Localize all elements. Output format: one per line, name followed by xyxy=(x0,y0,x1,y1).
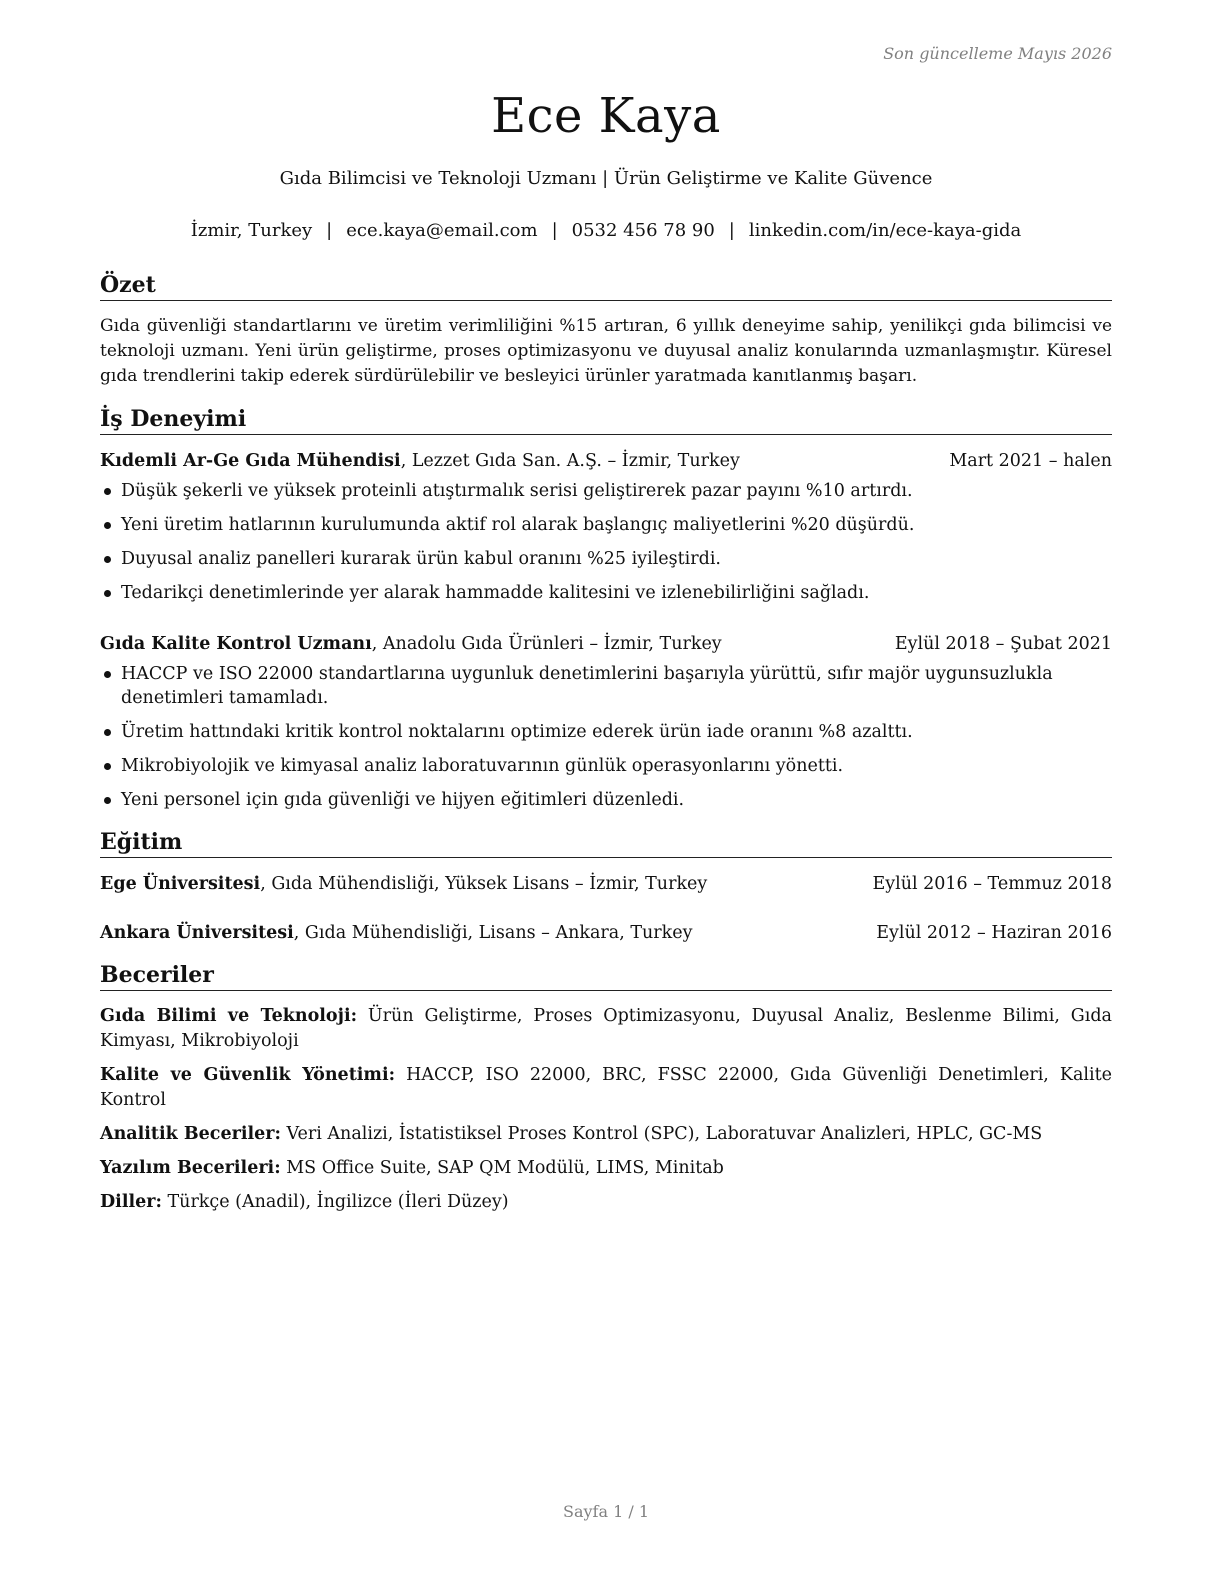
section-title-education: Eğitim xyxy=(100,829,1112,858)
skill-group-label: Kalite ve Güvenlik Yönetimi: xyxy=(100,1065,396,1085)
job-company: , Anadolu Gıda Ürünleri – İzmir, Turkey xyxy=(371,634,722,654)
education-dates: Eylül 2016 – Temmuz 2018 xyxy=(872,874,1112,894)
job-company: , Lezzet Gıda San. A.Ş. – İzmir, Turkey xyxy=(400,451,740,471)
job-header xyxy=(100,632,1112,656)
job-bullet: Üretim hattındaki kritik kontrol noktalarını optimize ederek ürün iade oranını %8 azalttı. xyxy=(100,720,1112,744)
job-bullet: Yeni personel için gıda güvenliği ve hijyen eğitimleri düzenledi. xyxy=(100,788,1112,812)
job-bullet: Duyusal analiz panelleri kurarak ürün kabul oranını %25 iyileştirdi. xyxy=(100,547,1112,571)
skill-group-value: Veri Analizi, İstatistiksel Proses Kontrol (SPC), Laboratuvar Analizleri, HPLC, GC-MS xyxy=(280,1124,1043,1144)
job-bullet: Mikrobiyolojik ve kimyasal analiz laboratuvarının günlük operasyonlarını yönetti. xyxy=(100,754,1112,778)
summary-text: Gıda güvenliği standartlarını ve üretim verimliliğini %15 artıran, 6 yıllık deneyime sahip, yenilikçi gıda bilimcisi ve teknoloji uzmanı. Yeni ürün geliştirme, proses optimizasyonu ve duyusal analiz konularında uzmanlaşmıştır. Küresel gıda trendlerini takip ederek sürdürülebilir ve besleyici ürünler yaratmada kanıtlanmış başarı. xyxy=(100,316,1112,386)
job-bullet: HACCP ve ISO 22000 standartlarına uygunluk denetimlerini başarıyla yürüttü, sıfır majör uygunsuzlukla denetimleri tamamladı. xyxy=(100,662,1112,710)
skill-group xyxy=(100,1190,1112,1215)
job-bullets xyxy=(100,662,1112,822)
education-detail: , Gıda Mühendisliği, Lisans – Ankara, Turkey xyxy=(293,923,693,943)
contact-linkedin[interactable]: linkedin.com/in/ece-kaya-gida xyxy=(748,220,1022,241)
contact-separator: | xyxy=(728,220,735,241)
page-number: Sayfa 1 / 1 xyxy=(562,1502,649,1521)
skill-group-label: Gıda Bilimi ve Teknoloji: xyxy=(100,1006,358,1026)
skill-group-value: Türkçe (Anadil), İngilizce (İleri Düzey) xyxy=(161,1192,509,1212)
contact-separator: | xyxy=(326,220,333,241)
job-bullet: Tedarikçi denetimlerinde yer alarak hammadde kalitesini ve izlenebilirliğini sağladı. xyxy=(100,581,1112,605)
education-item xyxy=(100,872,1112,896)
job-bullet: Düşük şekerli ve yüksek proteinli atıştırmalık serisi geliştirerek pazar payını %10 artırdı. xyxy=(100,479,1112,503)
skill-group xyxy=(100,1122,1112,1147)
job-role: Gıda Kalite Kontrol Uzmanı xyxy=(100,634,372,654)
education-school: Ankara Üniversitesi xyxy=(100,923,294,943)
job-dates: Mart 2021 – halen xyxy=(949,451,1112,471)
candidate-headline: Gıda Bilimcisi ve Teknoloji Uzmanı | Ürün Geliştirme ve Kalite Güvence xyxy=(279,168,933,189)
skill-group-value: Ürün Geliştirme, Proses Optimizasyonu, Duyusal Analiz, Beslenme Bilimi, Gıda Kimyası, Mikrobiyoloji xyxy=(100,1006,1112,1051)
job-bullet: Yeni üretim hatlarının kurulumunda aktif rol alarak başlangıç maliyetlerini %20 düşürdü. xyxy=(100,513,1112,537)
skill-group-label: Analitik Beceriler: xyxy=(100,1124,281,1144)
education-school: Ege Üniversitesi xyxy=(100,874,261,894)
skill-group xyxy=(100,1063,1112,1113)
contact-phone[interactable]: 0532 456 78 90 xyxy=(571,220,715,241)
section-title-skills: Beceriler xyxy=(100,962,1112,991)
section-title-summary: Özet xyxy=(100,272,1112,301)
last-updated-note: Son güncelleme Mayıs 2026 xyxy=(883,44,1112,63)
skill-group-label: Diller: xyxy=(100,1192,162,1212)
skill-group xyxy=(100,1156,1112,1181)
education-dates: Eylül 2012 – Haziran 2016 xyxy=(876,923,1112,943)
contact-email[interactable]: ece.kaya@email.com xyxy=(346,220,538,241)
section-title-experience: İş Deneyimi xyxy=(100,406,1112,435)
resume-page xyxy=(100,0,1112,1584)
education-detail: , Gıda Mühendisliği, Yüksek Lisans – İzmir, Turkey xyxy=(260,874,708,894)
job-header xyxy=(100,449,1112,473)
education-item xyxy=(100,921,1112,945)
job-dates: Eylül 2018 – Şubat 2021 xyxy=(894,634,1112,654)
skill-group-value: HACCP, ISO 22000, BRC, FSSC 22000, Gıda Güvenliği Denetimleri, Kalite Kontrol xyxy=(100,1065,1113,1110)
contact-line xyxy=(100,219,1112,243)
skill-group-value: MS Office Suite, SAP QM Modülü, LIMS, Minitab xyxy=(280,1158,724,1178)
contact-separator: | xyxy=(551,220,558,241)
candidate-name: Ece Kaya xyxy=(491,88,721,144)
job-role: Kıdemli Ar-Ge Gıda Mühendisi xyxy=(100,451,401,471)
contact-location: İzmir, Turkey xyxy=(190,220,313,241)
skills-list xyxy=(100,1004,1112,1224)
skill-group-label: Yazılım Becerileri: xyxy=(100,1158,281,1178)
skill-group xyxy=(100,1004,1112,1054)
job-bullets xyxy=(100,479,1112,615)
